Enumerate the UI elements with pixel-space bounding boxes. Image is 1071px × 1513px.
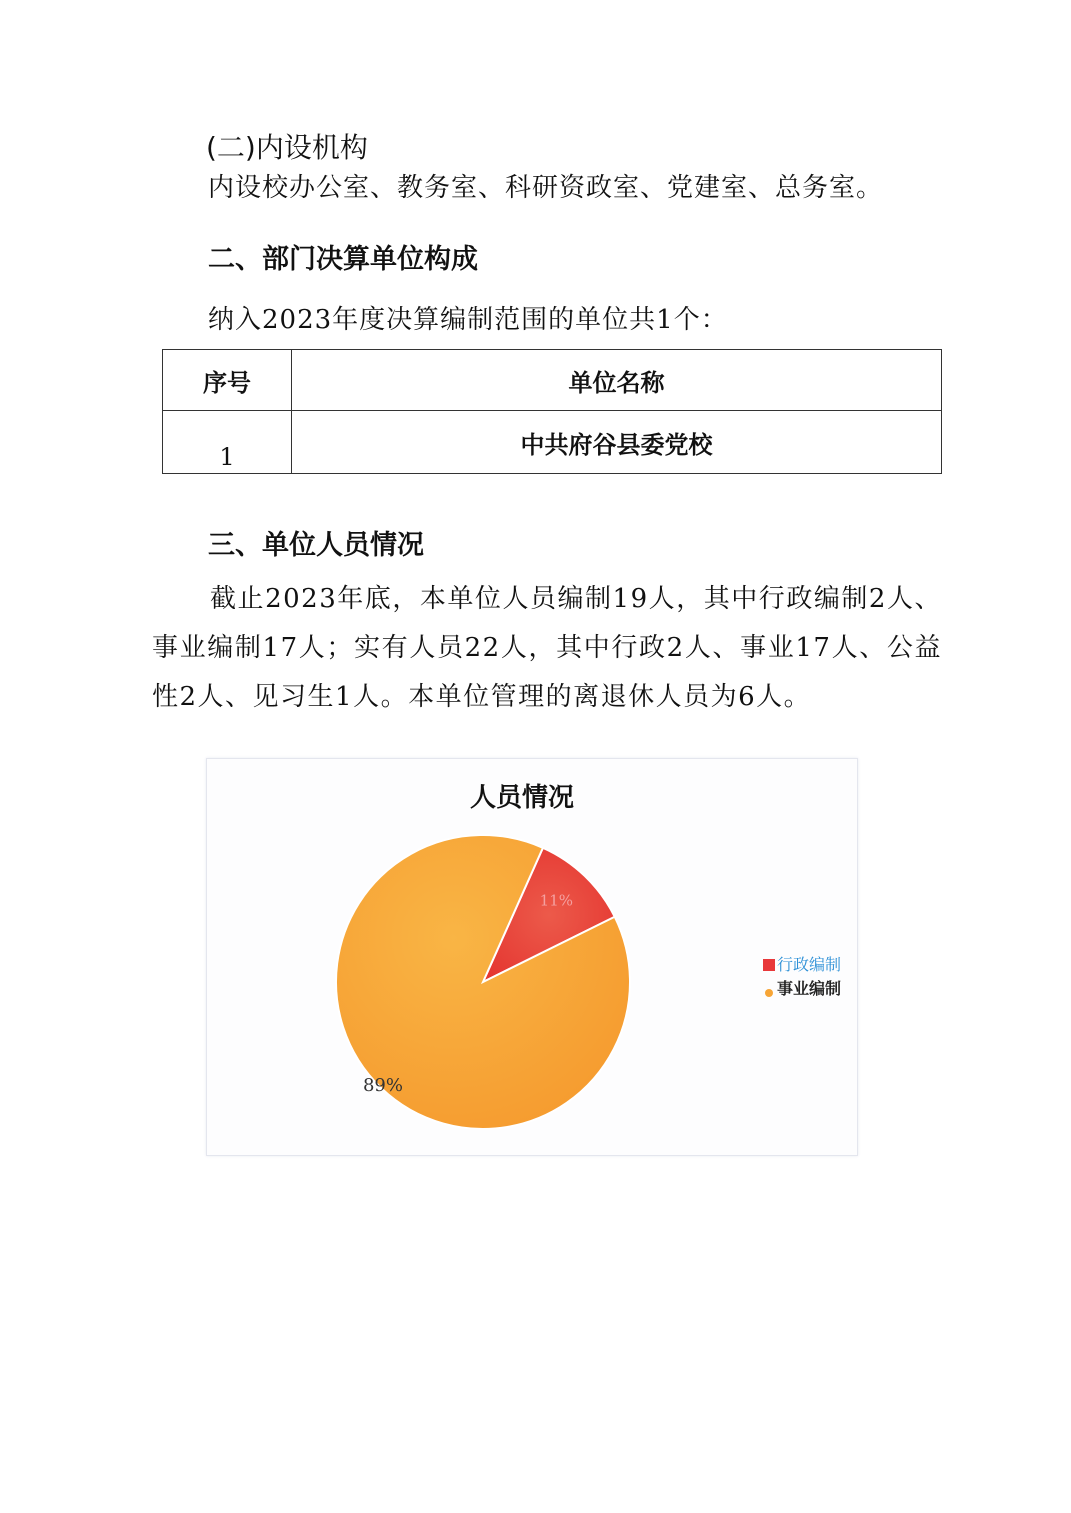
legend-item-career [763, 977, 867, 1001]
staff-chart [206, 758, 858, 1156]
unit-composition-intro: 纳入2023年度决算编制范围的单位共1个： [208, 305, 728, 335]
internal-structure-title: (二)内设机构 [206, 131, 368, 164]
chart-title: 人员情况 [469, 783, 574, 813]
staff-paragraph-text: 截止2023年底，本单位人员编制19人，其中行政编制2人、事业编制17人；实有人员22人，其中行政2人、事业17人、公益性2人、见习生1人。本单位管理的离退休人员为6人。 [152, 584, 942, 712]
legend-label-admin: 行政编制 [777, 955, 842, 974]
header-unit-name: 单位名称 [292, 350, 942, 411]
chart-legend [763, 953, 867, 1001]
legend-label-career: 事业编制 [777, 979, 842, 998]
slice-label-admin: 11% [539, 891, 574, 910]
unit-table [162, 349, 942, 474]
legend-swatch-career [765, 989, 773, 997]
legend-item-admin [763, 953, 867, 977]
pie-chart [207, 759, 857, 1155]
slice-label-career: 89% [362, 1075, 404, 1096]
header-index: 序号 [163, 350, 292, 411]
legend-swatch-admin [763, 959, 775, 971]
cell-unit-name: 中共府谷县委党校 [292, 411, 942, 474]
cell-index: 1 [163, 411, 292, 474]
table-row [163, 411, 942, 474]
unit-composition-heading: 二、部门决算单位构成 [208, 244, 478, 275]
internal-structure-text: 内设校办公室、教务室、科研资政室、党建室、总务室。 [208, 173, 884, 203]
staff-paragraph [152, 575, 942, 722]
table-header-row [163, 350, 942, 411]
staff-heading: 三、单位人员情况 [208, 530, 424, 561]
